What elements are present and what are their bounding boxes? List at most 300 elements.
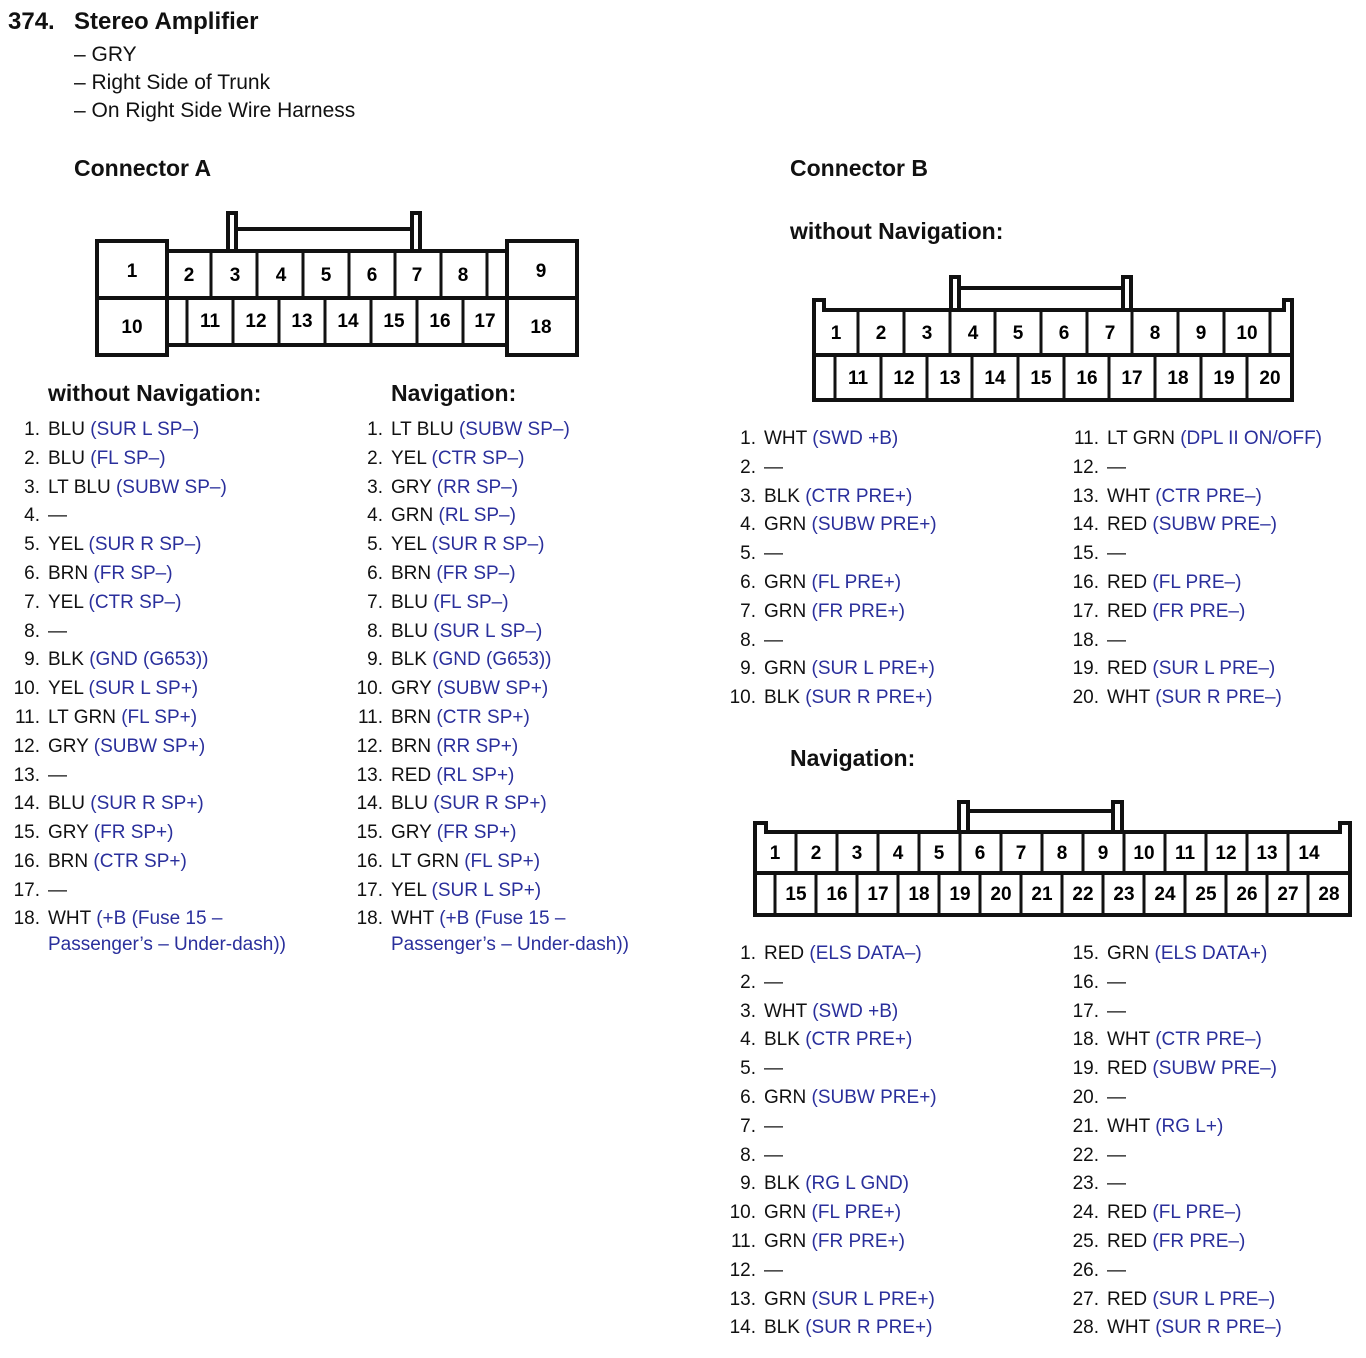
wire-color: GRY bbox=[391, 678, 432, 700]
wire-color: GRN bbox=[764, 1288, 807, 1310]
pin-function: (FL PRE–) bbox=[1152, 571, 1242, 593]
wire-color: LT BLU bbox=[391, 419, 454, 440]
wire-color: WHT bbox=[764, 428, 807, 449]
pin-label: 16 bbox=[429, 311, 451, 332]
wire-color: BLU bbox=[391, 793, 428, 815]
wire-color: — bbox=[48, 764, 67, 786]
connector-b-without-nav-diagram bbox=[808, 270, 1298, 410]
pin-number: 5. bbox=[367, 534, 383, 556]
pin-number: 6. bbox=[740, 571, 756, 593]
pin-row bbox=[722, 1228, 937, 1257]
pin-function: (FR SP–) bbox=[436, 562, 516, 584]
pin-number: 9. bbox=[367, 649, 383, 671]
wire-color: GRY bbox=[391, 822, 432, 844]
pin-function: (SUBW SP+) bbox=[436, 678, 549, 700]
pin-label: 10 bbox=[121, 317, 143, 338]
pin-number: 19. bbox=[1072, 1058, 1099, 1080]
pin-number: 11. bbox=[14, 706, 40, 728]
wire-color: — bbox=[48, 620, 67, 642]
pin-row bbox=[347, 502, 629, 531]
pin-number: 10. bbox=[13, 678, 40, 700]
pin-row bbox=[347, 704, 629, 733]
pin-number: 19. bbox=[1072, 658, 1099, 680]
pin-row bbox=[347, 733, 629, 762]
wire-color: WHT bbox=[1107, 1317, 1150, 1339]
pin-number: 24. bbox=[1072, 1202, 1099, 1224]
pin-number: 13. bbox=[13, 764, 40, 786]
pin-function: (ELS DATA–) bbox=[809, 943, 922, 964]
pin-number: 16. bbox=[1072, 971, 1099, 993]
pin-row bbox=[4, 819, 286, 848]
wire-color: BLU bbox=[391, 620, 428, 642]
pin-label: 8 bbox=[1149, 323, 1161, 344]
pin-row bbox=[1065, 1228, 1282, 1257]
pin-number: 16. bbox=[356, 850, 383, 872]
wire-color: BRN bbox=[391, 706, 432, 728]
pin-number: 10. bbox=[729, 687, 756, 709]
pin-number: 12. bbox=[356, 735, 383, 757]
pin-number: 6. bbox=[367, 562, 383, 584]
pin-label: 8 bbox=[457, 265, 469, 286]
connector-b-nav-title: Navigation: bbox=[790, 745, 916, 771]
pin-label: 12 bbox=[1215, 843, 1237, 864]
pin-row bbox=[4, 848, 286, 877]
wire-color: GRN bbox=[764, 514, 807, 536]
pin-function: (SUBW PRE+) bbox=[811, 1086, 937, 1108]
pin-number: 11. bbox=[1073, 428, 1099, 449]
wire-color: WHT bbox=[1107, 687, 1150, 709]
pin-function-continued: Passenger’s – Under-dash)) bbox=[391, 933, 629, 955]
pin-label: 27 bbox=[1277, 884, 1299, 905]
pin-function: (SUBW SP+) bbox=[93, 735, 206, 757]
pin-label: 4 bbox=[967, 323, 979, 344]
pin-label: 4 bbox=[275, 265, 287, 286]
pin-row bbox=[1065, 511, 1322, 540]
pin-number: 2. bbox=[24, 447, 40, 469]
pin-row bbox=[1065, 483, 1322, 512]
pin-function: (SUR R SP–) bbox=[431, 534, 545, 556]
wire-color: BLK bbox=[764, 1173, 800, 1195]
pin-function: (SUR R PRE+) bbox=[805, 687, 933, 709]
pin-row bbox=[347, 675, 629, 704]
wire-color: BRN bbox=[48, 850, 89, 872]
pin-row bbox=[1065, 1286, 1282, 1315]
pin-number: 14. bbox=[729, 1317, 756, 1339]
pin-function: (RR SP+) bbox=[436, 735, 519, 757]
pin-row bbox=[722, 425, 937, 454]
location-line: – Right Side of Trunk bbox=[74, 71, 271, 94]
pin-function: (FR SP+) bbox=[93, 822, 174, 844]
pin-number: 21. bbox=[1072, 1115, 1099, 1137]
pin-label: 23 bbox=[1113, 884, 1135, 905]
wire-color: BLK bbox=[764, 485, 800, 507]
pin-label: 25 bbox=[1195, 884, 1217, 905]
pin-label: 20 bbox=[990, 884, 1012, 905]
pin-function: (CTR PRE+) bbox=[805, 1029, 913, 1051]
pin-label: 2 bbox=[183, 265, 195, 286]
pin-row bbox=[4, 531, 286, 560]
pin-row bbox=[4, 704, 286, 733]
pin-number: 27. bbox=[1072, 1288, 1099, 1310]
pin-row bbox=[1065, 1026, 1282, 1055]
pin-label: 26 bbox=[1236, 884, 1258, 905]
pin-row bbox=[4, 445, 286, 474]
pin-row bbox=[722, 627, 937, 656]
pin-label: 11 bbox=[199, 311, 221, 332]
wire-color: GRN bbox=[764, 1086, 807, 1108]
pin-number: 9. bbox=[24, 649, 40, 671]
pin-row bbox=[1065, 454, 1322, 483]
pin-label: 7 bbox=[1104, 323, 1116, 344]
pin-number: 5. bbox=[740, 1058, 756, 1080]
pin-label: 3 bbox=[921, 323, 933, 344]
pin-label: 6 bbox=[1058, 323, 1070, 344]
pin-function: (SUR L SP–) bbox=[433, 620, 543, 642]
wire-color: WHT bbox=[1107, 1029, 1150, 1051]
pin-number: 3. bbox=[740, 1000, 756, 1022]
pin-number: 16. bbox=[13, 850, 40, 872]
pin-row bbox=[1065, 627, 1322, 656]
wire-color: BRN bbox=[391, 562, 432, 584]
pin-function: (RG L+) bbox=[1155, 1115, 1224, 1137]
pin-label: 15 bbox=[785, 884, 807, 905]
pin-function: (FR PRE+) bbox=[811, 1230, 905, 1252]
pin-label: 11 bbox=[1174, 843, 1196, 864]
pin-number: 7. bbox=[367, 591, 383, 613]
pin-number: 18. bbox=[1072, 629, 1099, 651]
pin-label: 9 bbox=[535, 261, 547, 282]
pin-label: 5 bbox=[1012, 323, 1024, 344]
wire-color: — bbox=[764, 1058, 783, 1080]
pin-function: (FL SP–) bbox=[90, 447, 166, 469]
pin-label: 24 bbox=[1154, 884, 1176, 905]
pin-function: (SUR L PRE+) bbox=[811, 1288, 935, 1310]
pin-number: 12. bbox=[13, 735, 40, 757]
pin-row bbox=[722, 1026, 937, 1055]
pin-row bbox=[1065, 425, 1322, 454]
wire-color: WHT bbox=[1107, 1115, 1150, 1137]
pin-number: 4. bbox=[740, 514, 756, 536]
wire-color: — bbox=[764, 1144, 783, 1166]
pin-number: 15. bbox=[356, 822, 383, 844]
pin-number: 4. bbox=[367, 505, 383, 527]
pin-label: 8 bbox=[1056, 843, 1068, 864]
pin-row bbox=[722, 454, 937, 483]
connector-b-nav-diagram bbox=[748, 795, 1358, 925]
pin-function: (SUR L PRE–) bbox=[1152, 1288, 1276, 1310]
pin-number: 3. bbox=[367, 476, 383, 498]
pin-function: (FL SP+) bbox=[121, 706, 198, 728]
pin-label: 7 bbox=[411, 265, 423, 286]
pin-row bbox=[347, 848, 629, 877]
pin-number: 12. bbox=[1072, 456, 1099, 478]
pin-function: (ELS DATA+) bbox=[1154, 943, 1268, 964]
pin-function: (SWD +B) bbox=[812, 428, 899, 449]
pin-number: 6. bbox=[740, 1086, 756, 1108]
pin-function: (CTR SP+) bbox=[93, 850, 187, 872]
connector-a-title: Connector A bbox=[74, 155, 212, 181]
pin-label: 1 bbox=[830, 323, 842, 344]
wire-color: GRY bbox=[48, 735, 89, 757]
pin-label: 12 bbox=[245, 311, 267, 332]
pin-row bbox=[1065, 1199, 1282, 1228]
pin-row bbox=[722, 1314, 937, 1343]
pin-number: 2. bbox=[367, 447, 383, 469]
pin-function: (DPL II ON/OFF) bbox=[1180, 428, 1322, 449]
pin-number: 7. bbox=[740, 600, 756, 622]
wire-color: WHT bbox=[1107, 485, 1150, 507]
pin-number: 8. bbox=[24, 620, 40, 642]
pin-number: 17. bbox=[356, 879, 383, 901]
pin-function: (FR PRE–) bbox=[1152, 600, 1246, 622]
wire-color: WHT bbox=[391, 907, 434, 929]
pin-function: (SUR L SP+) bbox=[88, 678, 199, 700]
pin-row bbox=[722, 1170, 937, 1199]
pin-number: 20. bbox=[1072, 1086, 1099, 1108]
pin-function: (FL PRE+) bbox=[811, 571, 902, 593]
pin-row bbox=[347, 416, 629, 445]
pin-row bbox=[1065, 1314, 1282, 1343]
pin-number: 2. bbox=[740, 456, 756, 478]
connector-a-without-nav-pin-list bbox=[4, 416, 286, 958]
pin-number: 9. bbox=[740, 1173, 756, 1195]
wire-color: — bbox=[1107, 629, 1126, 651]
pin-function: (SUR R SP–) bbox=[88, 534, 202, 556]
pin-row bbox=[4, 646, 286, 675]
pin-number: 10. bbox=[729, 1202, 756, 1224]
wire-color: RED bbox=[764, 943, 805, 964]
pin-number: 12. bbox=[729, 1259, 756, 1281]
connector-b-without-nav-pin-list-right bbox=[1065, 425, 1322, 713]
pin-row bbox=[4, 560, 286, 589]
wire-color: RED bbox=[1107, 1202, 1148, 1224]
wire-color: YEL bbox=[391, 534, 427, 556]
pin-row bbox=[1065, 1257, 1282, 1286]
color-line: – GRY bbox=[74, 43, 137, 66]
pin-function: (CTR PRE–) bbox=[1155, 485, 1262, 507]
pin-number: 15. bbox=[1072, 543, 1099, 565]
pin-function: (RG L GND) bbox=[805, 1173, 909, 1195]
pin-row bbox=[4, 589, 286, 618]
pin-label: 18 bbox=[530, 317, 552, 338]
pin-row bbox=[722, 969, 937, 998]
pin-number: 1. bbox=[24, 419, 40, 440]
pin-label: 5 bbox=[933, 843, 945, 864]
pin-number: 3. bbox=[740, 485, 756, 507]
pin-function: (+B (Fuse 15 – bbox=[439, 907, 566, 929]
pin-row bbox=[722, 1084, 937, 1113]
pin-label: 4 bbox=[892, 843, 904, 864]
pin-number: 14. bbox=[356, 793, 383, 815]
pin-function: (RL SP–) bbox=[438, 505, 516, 527]
pin-label: 19 bbox=[1213, 368, 1235, 389]
pin-function: (FL PRE+) bbox=[811, 1202, 902, 1224]
pin-number: 4. bbox=[740, 1029, 756, 1051]
pin-row bbox=[722, 540, 937, 569]
pin-row bbox=[722, 940, 937, 969]
pin-row bbox=[4, 675, 286, 704]
pin-number: 18. bbox=[13, 907, 40, 929]
pin-number: 10. bbox=[356, 678, 383, 700]
pin-function: (SUR R PRE–) bbox=[1155, 687, 1282, 709]
pin-label: 17 bbox=[1121, 368, 1143, 389]
pin-label: 18 bbox=[908, 884, 930, 905]
pin-number: 4. bbox=[24, 505, 40, 527]
wire-color: — bbox=[764, 971, 783, 993]
wire-color: — bbox=[48, 505, 67, 527]
pin-number: 18. bbox=[356, 907, 383, 929]
pin-number: 20. bbox=[1072, 687, 1099, 709]
wire-color: — bbox=[764, 543, 783, 565]
pin-row bbox=[1065, 655, 1322, 684]
pin-label: 15 bbox=[1030, 368, 1052, 389]
wire-color: RED bbox=[1107, 1058, 1148, 1080]
pin-label: 17 bbox=[474, 311, 496, 332]
pin-row bbox=[1065, 998, 1282, 1027]
pin-function: (RL SP+) bbox=[436, 764, 515, 786]
pin-function: (SUR L PRE–) bbox=[1152, 658, 1276, 680]
pin-number: 17. bbox=[1072, 600, 1099, 622]
pin-function: (+B (Fuse 15 – bbox=[96, 907, 223, 929]
pin-function: (CTR PRE+) bbox=[805, 485, 913, 507]
wire-color: BRN bbox=[391, 735, 432, 757]
connector-a-nav-pin-list bbox=[347, 416, 629, 958]
connector-b-without-nav-pin-list-left bbox=[722, 425, 937, 713]
pin-row bbox=[1065, 1055, 1282, 1084]
component-title: Stereo Amplifier bbox=[74, 8, 259, 35]
pin-number: 15. bbox=[1072, 943, 1099, 964]
pin-function: (FL PRE–) bbox=[1152, 1202, 1242, 1224]
pin-row bbox=[722, 1286, 937, 1315]
pin-label: 6 bbox=[974, 843, 986, 864]
pin-row bbox=[4, 762, 286, 791]
pin-label: 10 bbox=[1236, 323, 1258, 344]
pin-row bbox=[1065, 1084, 1282, 1113]
pin-row bbox=[722, 569, 937, 598]
pin-function-continued: Passenger’s – Under-dash)) bbox=[48, 933, 286, 955]
wire-color: BLU bbox=[48, 447, 85, 469]
pin-function: (SUBW SP–) bbox=[115, 476, 227, 498]
pin-function: (RR SP–) bbox=[436, 476, 519, 498]
pin-number: 17. bbox=[1072, 1000, 1099, 1022]
pin-label: 19 bbox=[949, 884, 971, 905]
pin-function: (CTR SP–) bbox=[88, 591, 182, 613]
wire-color: BLK bbox=[764, 1317, 800, 1339]
pin-label: 15 bbox=[383, 311, 405, 332]
component-number: 374. bbox=[8, 8, 55, 35]
pin-number: 16. bbox=[1072, 571, 1099, 593]
pin-label: 11 bbox=[847, 368, 869, 389]
connector-b-nav-pin-list-left bbox=[722, 940, 937, 1343]
pin-row bbox=[722, 1142, 937, 1171]
wire-color: GRY bbox=[391, 476, 432, 498]
pin-function: (FR PRE+) bbox=[811, 600, 905, 622]
pin-row bbox=[1065, 1113, 1282, 1142]
pin-row bbox=[1065, 1142, 1282, 1171]
wire-color: GRN bbox=[764, 658, 807, 680]
wire-color: GRN bbox=[764, 1230, 807, 1252]
pin-row bbox=[1065, 569, 1322, 598]
pin-function: (SUBW PRE–) bbox=[1152, 1058, 1277, 1080]
wire-color: — bbox=[1107, 1144, 1126, 1166]
pin-function: (FL SP+) bbox=[464, 850, 541, 872]
pin-number: 18. bbox=[1072, 1029, 1099, 1051]
wire-color: BLK bbox=[764, 687, 800, 709]
wire-color: — bbox=[1107, 1259, 1126, 1281]
connector-b-nav-pin-list-right bbox=[1065, 940, 1282, 1343]
pin-label: 14 bbox=[1298, 843, 1320, 864]
pin-row bbox=[722, 998, 937, 1027]
pin-label: 13 bbox=[939, 368, 961, 389]
pin-label: 13 bbox=[291, 311, 313, 332]
wire-color: RED bbox=[1107, 514, 1148, 536]
pin-row bbox=[4, 416, 286, 445]
pin-label: 7 bbox=[1015, 843, 1027, 864]
pin-row bbox=[4, 502, 286, 531]
pin-label: 3 bbox=[229, 265, 241, 286]
pin-row bbox=[722, 483, 937, 512]
pin-number: 13. bbox=[356, 764, 383, 786]
pin-number: 14. bbox=[13, 793, 40, 815]
pin-row bbox=[722, 1199, 937, 1228]
pin-label: 9 bbox=[1097, 843, 1109, 864]
wire-color: LT GRN bbox=[1107, 428, 1175, 449]
wire-color: — bbox=[48, 879, 67, 901]
pin-row bbox=[4, 474, 286, 503]
pin-row bbox=[722, 1113, 937, 1142]
pin-number: 25. bbox=[1072, 1230, 1099, 1252]
pin-label: 21 bbox=[1031, 884, 1053, 905]
wire-color: BLU bbox=[48, 793, 85, 815]
pin-function: (FR SP+) bbox=[436, 822, 517, 844]
pin-number: 9. bbox=[740, 658, 756, 680]
pin-row bbox=[347, 819, 629, 848]
wire-color: GRY bbox=[48, 822, 89, 844]
pin-label: 20 bbox=[1259, 368, 1281, 389]
connector-a-nav-title: Navigation: bbox=[391, 380, 517, 406]
pin-row bbox=[1065, 969, 1282, 998]
pin-label: 1 bbox=[769, 843, 781, 864]
wire-color: GRN bbox=[764, 1202, 807, 1224]
pin-number: 5. bbox=[24, 534, 40, 556]
pin-row bbox=[722, 684, 937, 713]
pin-row bbox=[4, 877, 286, 906]
pin-label: 28 bbox=[1318, 884, 1340, 905]
pin-number: 11. bbox=[730, 1230, 756, 1252]
pin-label: 2 bbox=[875, 323, 887, 344]
pin-row bbox=[4, 733, 286, 762]
wire-color: — bbox=[764, 1115, 783, 1137]
pin-number: 8. bbox=[367, 620, 383, 642]
pin-label: 12 bbox=[893, 368, 915, 389]
pin-function: (CTR SP–) bbox=[431, 447, 525, 469]
pin-function: (SUR R PRE+) bbox=[805, 1317, 933, 1339]
pin-row bbox=[1065, 540, 1322, 569]
pin-label: 1 bbox=[126, 261, 138, 282]
pin-function: (SUR L PRE+) bbox=[811, 658, 935, 680]
pin-label: 2 bbox=[810, 843, 822, 864]
wire-color: YEL bbox=[48, 591, 84, 613]
pin-number: 7. bbox=[24, 591, 40, 613]
pin-label: 16 bbox=[826, 884, 848, 905]
pin-number: 6. bbox=[24, 562, 40, 584]
pin-row bbox=[347, 445, 629, 474]
wire-color: YEL bbox=[391, 879, 427, 901]
pin-row bbox=[1065, 598, 1322, 627]
wire-color: — bbox=[764, 456, 783, 478]
pin-number: 15. bbox=[13, 822, 40, 844]
pin-row bbox=[4, 618, 286, 647]
